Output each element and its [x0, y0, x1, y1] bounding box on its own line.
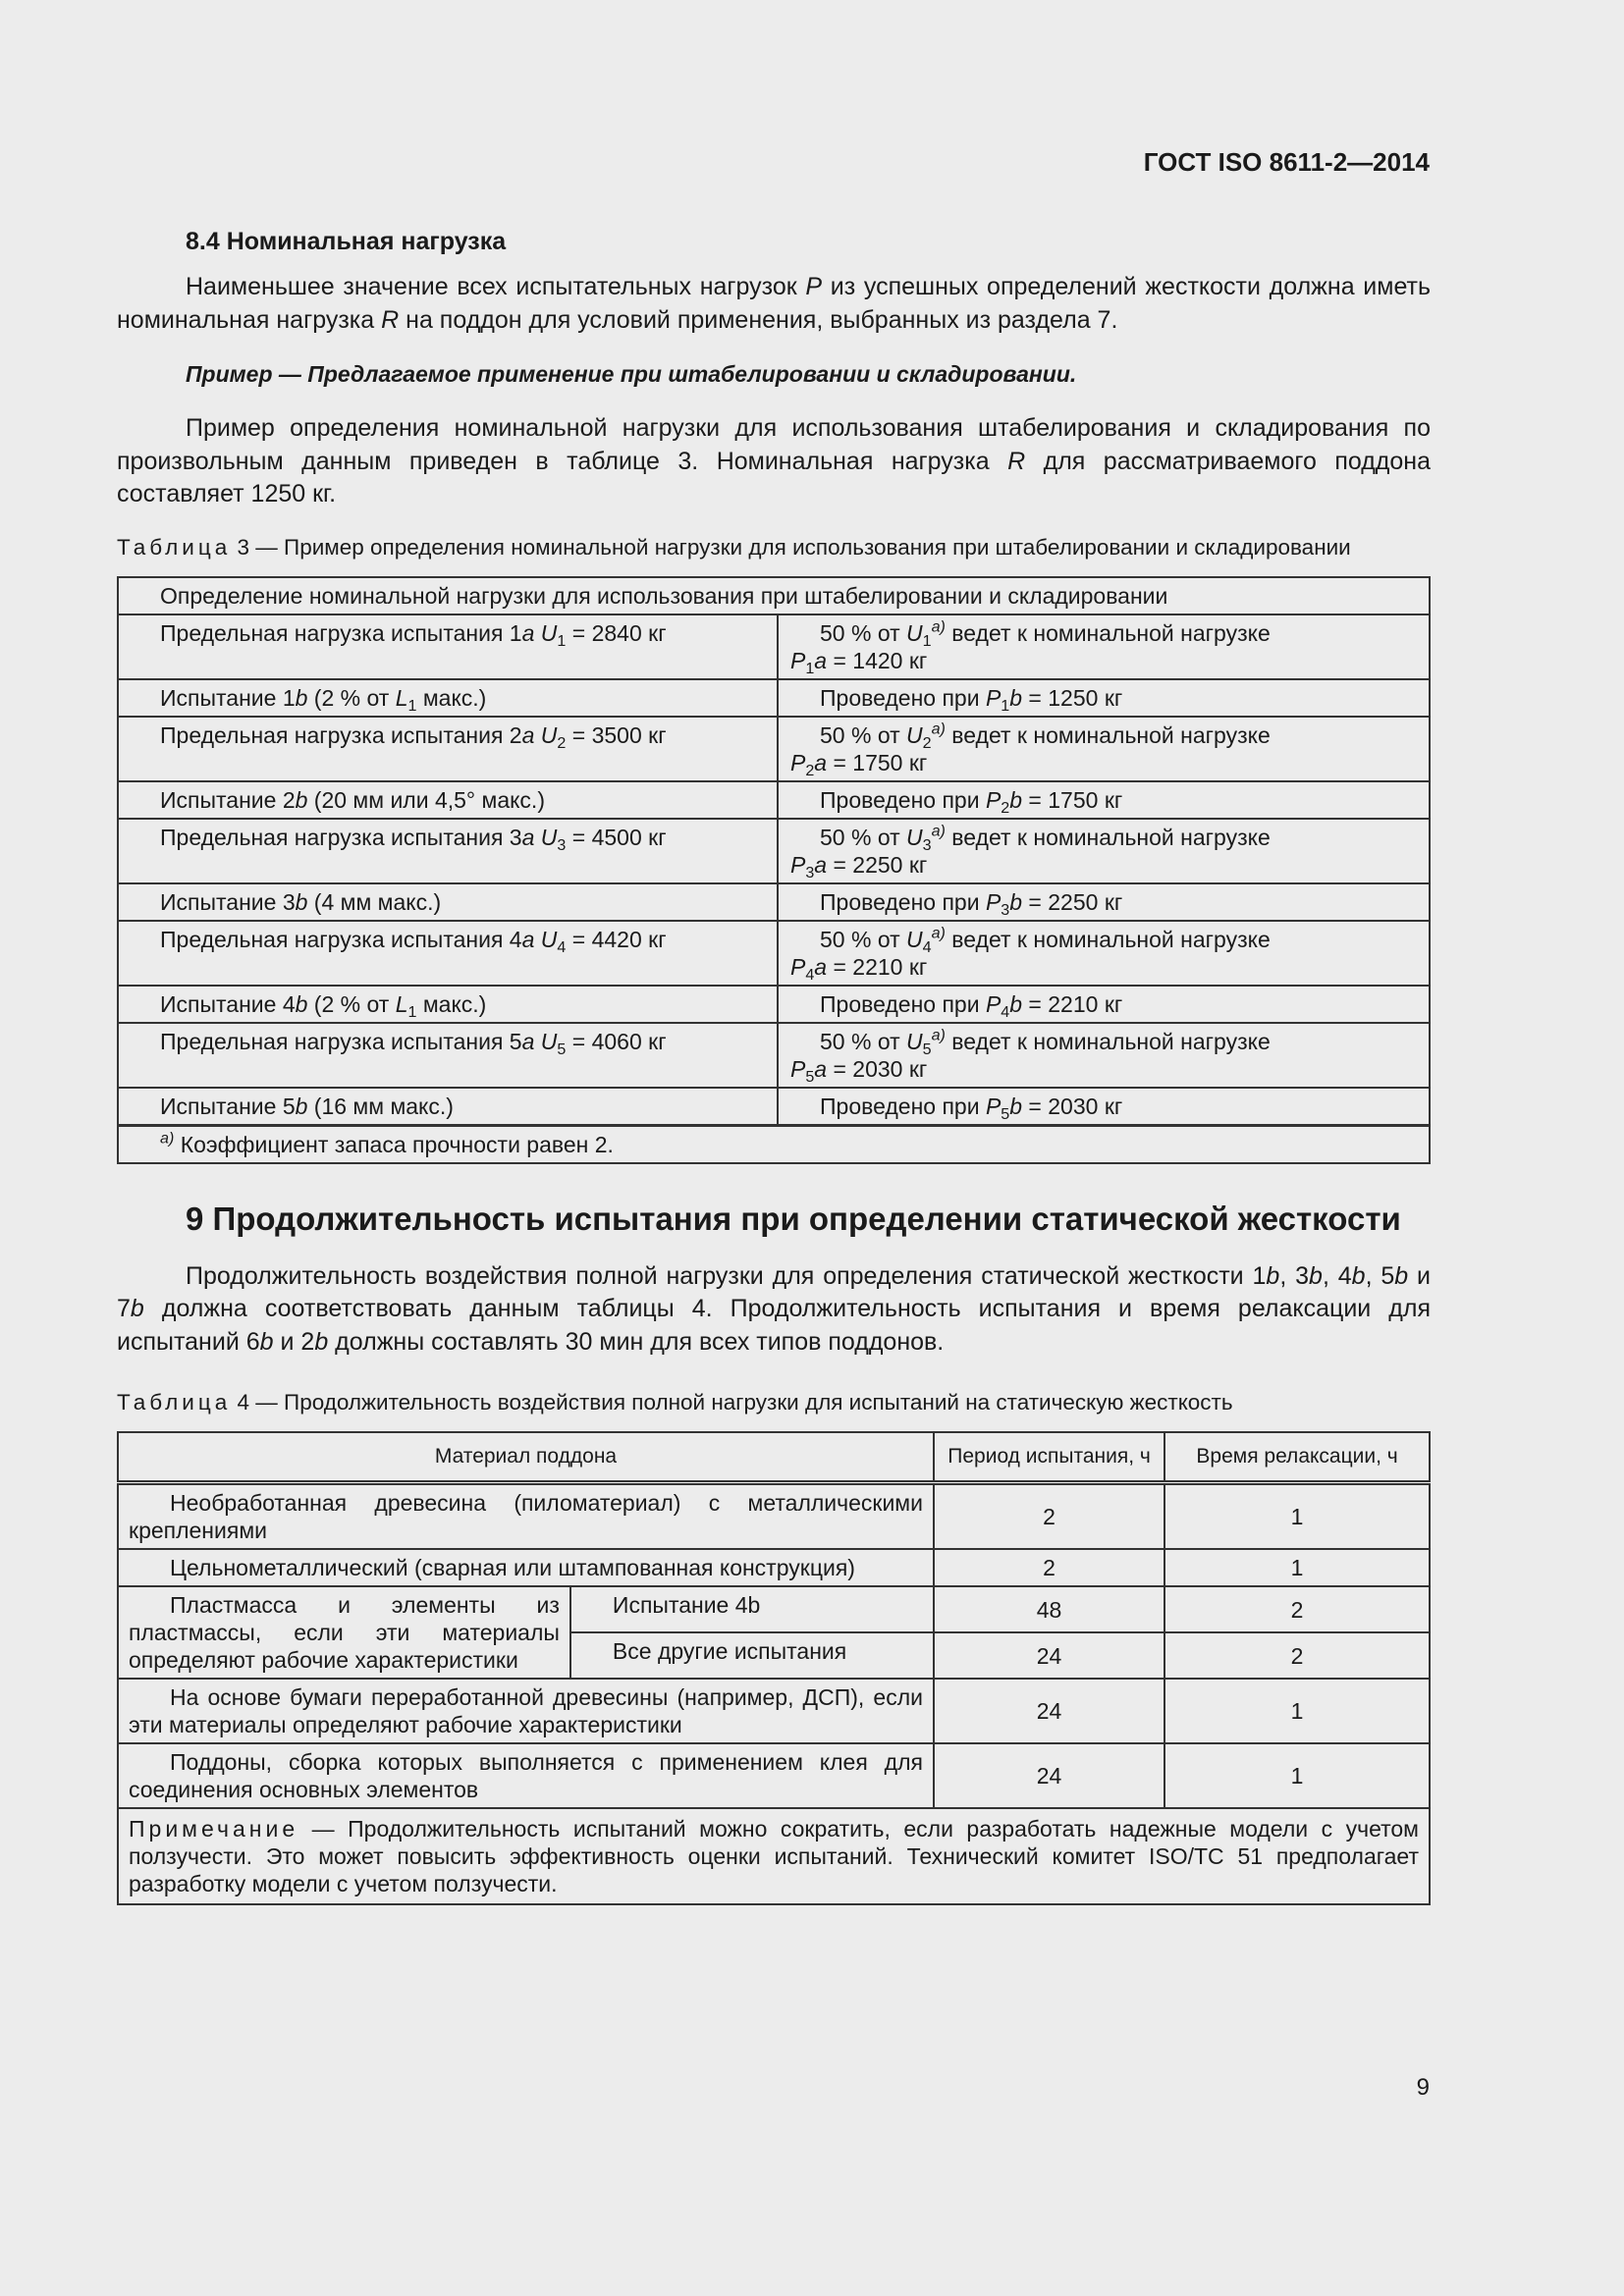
table-3-cell-result: Проведено при $P_3b = 2250$ кг: [778, 883, 1430, 921]
table-3-cell-result: 50 % от $U_3^{a)}$ ведет к номинальной нагрузке $P_3a = 2250$ кг: [778, 819, 1430, 883]
table-3-cell-test: Испытание 4b (2 % от $L_1$ макс.): [118, 986, 778, 1023]
table-3-row: [118, 717, 1430, 781]
table-3-row: [118, 921, 1430, 986]
table-4-row: [118, 1549, 1430, 1586]
table-4-cell-relax: 1: [1164, 1679, 1430, 1743]
table-3-cell-result: 50 % от $U_5^{a)}$ ведет к номинальной нагрузке $P_5a = 2030$ кг: [778, 1023, 1430, 1088]
table-3: [117, 576, 1431, 1164]
section-8-4-title: 8.4 Номинальная нагрузка: [186, 228, 507, 255]
table-3-cell-test: Предельная нагрузка испытания 4a $U_4 = 4420$ кг: [118, 921, 778, 986]
table-3-row: [118, 883, 1430, 921]
section-9-title: 9 Продолжительность испытания при определении статической жесткости: [186, 1200, 1401, 1237]
table-4-cell-relax: 2: [1164, 1586, 1430, 1632]
table-4-cell-period: 24: [934, 1632, 1164, 1679]
table-4-cell-material: Необработанная древесина (пиломатериал) с металлическими креплениями: [118, 1483, 934, 1550]
table-4-row: [118, 1483, 1430, 1550]
table-4-cell-relax: 1: [1164, 1549, 1430, 1586]
table-4-cell-relax: 2: [1164, 1632, 1430, 1679]
page-number: 9: [1416, 2074, 1430, 2101]
table-3-cell-result: 50 % от $U_1^{a)}$ ведет к номинальной нагрузке $P_1a = 1420$ кг: [778, 614, 1430, 679]
table-4-row: [118, 1586, 1430, 1632]
table-4-caption: Таблица 4 — Продолжительность воздействия полной нагрузки для испытаний на статическую жесткость: [117, 1390, 1233, 1415]
table-4-header-period: Период испытания, ч: [934, 1432, 1164, 1483]
document-code: ГОСТ ISO 8611-2—2014: [1143, 147, 1430, 177]
table-3-row: [118, 1088, 1430, 1126]
table-3-cell-test: Испытание 1b (2 % от $L_1$ макс.): [118, 679, 778, 717]
table-4-cell-material: Цельнометаллический (сварная или штампованная конструкция): [118, 1549, 934, 1586]
table-3-cell-test: Предельная нагрузка испытания 2a $U_2 = 3500$ кг: [118, 717, 778, 781]
table-4-header-material: Материал поддона: [118, 1432, 934, 1483]
table-4-note-row: [118, 1808, 1430, 1904]
table-3-cell-test: Предельная нагрузка испытания 5a $U_5 = 4060$ кг: [118, 1023, 778, 1088]
section-9-paragraph-1: Продолжительность воздействия полной нагрузки для определения статической жесткости 1b, 3b, 4b, 5b и 7b должна соответствовать данным таблицы 4. Продолжительность испытания и время релаксации для испытаний 6b и 2b должны составлять 30 мин для всех типов поддонов.: [117, 1261, 1432, 1356]
table-4-cell-relax: 1: [1164, 1483, 1430, 1550]
table-4-cell-material: Пластмасса и элементы из пластмассы, если эти материалы определяют рабочие характеристики: [118, 1586, 570, 1679]
section-8-4-paragraph-1: Наименьшее значение всех испытательных нагрузок P из успешных определений жесткости должна иметь номинальная нагрузка R на поддон для условий применения, выбранных из раздела 7.: [117, 273, 1431, 334]
table-3-row: [118, 781, 1430, 819]
table-4-note: Примечание — Продолжительность испытаний можно сократить, если разработать надежные модели с учетом ползучести. Это может повысить эффективность оценки испытаний. Технический комитет ISO/TC 51 предполагает разработку модели с учетом ползучести.: [118, 1808, 1430, 1904]
table-3-row: [118, 679, 1430, 717]
table-4-cell-period: 48: [934, 1586, 1164, 1632]
section-8-4-paragraph-2: Пример определения номинальной нагрузки для использования штабелирования и складирования по произвольным данным приведен в таблице 3. Номинальная нагрузка R для рассматриваемого поддона составляет 1250 кг.: [117, 414, 1431, 507]
table-4-cell-period: 24: [934, 1743, 1164, 1808]
table-3-caption: Таблица 3 — Пример определения номинальной нагрузки для использования при штабелировании и складировании: [117, 534, 1351, 560]
page-content: [117, 226, 1431, 1905]
example-heading: Пример — Предлагаемое применение при штабелировании и складировании.: [186, 361, 1077, 387]
table-4-row: [118, 1679, 1430, 1743]
table-3-cell-result: Проведено при $P_4b = 2210$ кг: [778, 986, 1430, 1023]
table-4-cell-period: 24: [934, 1679, 1164, 1743]
table-4-header-relax: Время релаксации, ч: [1164, 1432, 1430, 1483]
table-3-row: [118, 986, 1430, 1023]
table-4-cell-material: На основе бумаги переработанной древесины (например, ДСП), если эти материалы определяют рабочие характеристики: [118, 1679, 934, 1743]
table-3-cell-result: Проведено при $P_5b = 2030$ кг: [778, 1088, 1430, 1126]
table-3-cell-result: Проведено при $P_2b = 1750$ кг: [778, 781, 1430, 819]
table-3-row: [118, 819, 1430, 883]
table-3-row: [118, 1023, 1430, 1088]
table-3-cell-test: Испытание 2b (20 мм или 4,5° макс.): [118, 781, 778, 819]
table-3-cell-result: 50 % от $U_4^{a)}$ ведет к номинальной нагрузке $P_4a = 2210$ кг: [778, 921, 1430, 986]
table-4-cell-period: 2: [934, 1483, 1164, 1550]
table-3-cell-test: Испытание 5b (16 мм макс.): [118, 1088, 778, 1126]
table-4-cell-material: Поддоны, сборка которых выполняется с применением клея для соединения основных элементов: [118, 1743, 934, 1808]
table-4-cell-relax: 1: [1164, 1743, 1430, 1808]
table-3-footnote: $^{a)}$ Коэффициент запаса прочности равен 2.: [118, 1125, 1430, 1163]
table-4-cell-period: 2: [934, 1549, 1164, 1586]
table-3-cell-test: Испытание 3b (4 мм макс.): [118, 883, 778, 921]
table-3-cell-result: 50 % от $U_2^{a)}$ ведет к номинальной нагрузке $P_2a = 1750$ кг: [778, 717, 1430, 781]
table-4-row: [118, 1743, 1430, 1808]
table-3-cell-result: Проведено при $P_1b = 1250$ кг: [778, 679, 1430, 717]
table-3-title: Определение номинальной нагрузки для использования при штабелировании и складировании: [118, 577, 1430, 614]
table-4-cell-test: Все другие испытания: [570, 1632, 934, 1679]
table-3-cell-test: Предельная нагрузка испытания 1a $U_1 = 2840$ кг: [118, 614, 778, 679]
table-4: [117, 1431, 1431, 1905]
table-3-footnote-row: [118, 1125, 1430, 1163]
table-4-cell-test: Испытание 4b: [570, 1586, 934, 1632]
table-3-row: [118, 614, 1430, 679]
table-3-cell-test: Предельная нагрузка испытания 3a $U_3 = 4500$ кг: [118, 819, 778, 883]
